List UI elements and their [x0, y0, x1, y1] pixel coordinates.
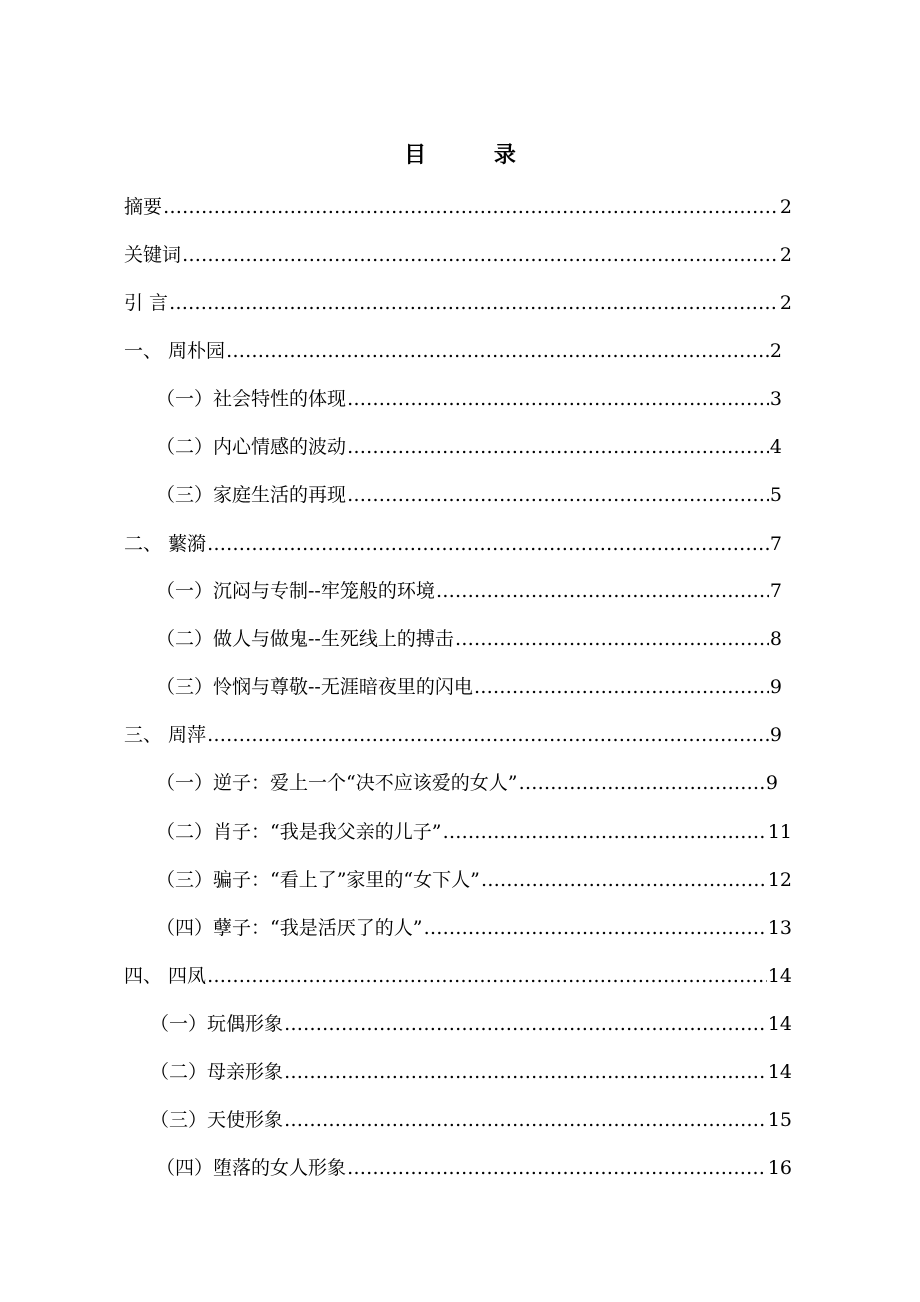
toc-entry-page: 5	[769, 484, 782, 506]
toc-entry-section-3-4[interactable]	[156, 911, 792, 943]
dot-leader	[518, 768, 764, 798]
dot-leader	[207, 961, 767, 991]
toc-entry-label: （三）天使形象	[150, 1109, 284, 1131]
dot-leader	[207, 720, 769, 750]
toc-entry-section-3-3[interactable]	[156, 863, 792, 895]
toc-entry-introduction[interactable]	[124, 286, 792, 318]
toc-entry-label: （三）家庭生活的再现	[156, 484, 347, 506]
toc-entry-page: 14	[767, 1061, 792, 1083]
dot-leader	[442, 817, 766, 847]
dot-leader	[455, 624, 769, 654]
dot-leader	[347, 1153, 767, 1183]
toc-title: 目 录	[404, 143, 546, 168]
dot-leader	[207, 529, 769, 559]
dot-leader	[284, 1057, 767, 1087]
toc-entry-section-2-1[interactable]	[156, 574, 782, 606]
toc-entry-label: （二）母亲形象	[150, 1061, 284, 1083]
dot-leader	[182, 240, 779, 270]
toc-entry-page: 13	[767, 917, 792, 939]
dot-leader	[169, 288, 779, 318]
toc-entry-label: （一）逆子：爱上一个“决不应该爱的女人”	[156, 772, 518, 794]
toc-entry-label: （二）做人与做鬼--生死线上的搏击	[156, 628, 454, 650]
toc-entry-page: 2	[769, 340, 782, 362]
toc-entry-page: 3	[769, 388, 782, 410]
toc-entry-label: （四）堕落的女人形象	[156, 1157, 347, 1179]
dot-leader	[284, 1009, 767, 1039]
toc-entry-section-3-2[interactable]	[156, 815, 792, 847]
toc-entry-page: 9	[769, 724, 782, 746]
toc-entry-section-4-4[interactable]	[156, 1151, 792, 1183]
toc-entry-chapter-4[interactable]	[124, 959, 792, 991]
toc-entry-abstract[interactable]	[124, 190, 792, 222]
dot-leader	[163, 192, 779, 222]
toc-entry-label: （四）孽子：“我是活厌了的人”	[156, 917, 423, 939]
toc-entry-page: 7	[769, 580, 782, 602]
toc-entry-page: 7	[769, 533, 782, 555]
toc-entry-page: 9	[765, 772, 778, 794]
toc-entry-label: 关键词	[124, 244, 182, 266]
dot-leader	[474, 672, 769, 702]
toc-entry-page: 2	[779, 292, 792, 314]
toc-entry-label: （三）怜悯与尊敬--无涯暗夜里的闪电	[156, 676, 473, 698]
toc-entry-chapter-2[interactable]	[124, 527, 782, 559]
toc-entry-label: （一）玩偶形象	[150, 1013, 284, 1035]
toc-entry-label: 摘要	[124, 196, 163, 218]
toc-entry-keywords[interactable]	[124, 238, 792, 270]
toc-entry-page: 8	[769, 628, 782, 650]
toc-entry-label: （二）内心情感的波动	[156, 436, 347, 458]
toc-entry-page: 11	[767, 821, 792, 843]
toc-entry-label: 四、 四凤	[124, 965, 207, 987]
toc-entry-page: 4	[769, 436, 782, 458]
toc-entry-chapter-3[interactable]	[124, 718, 782, 750]
toc-entry-label: （一）沉闷与专制--牢笼般的环境	[156, 580, 435, 602]
toc-entry-section-2-3[interactable]	[156, 670, 782, 702]
toc-entry-page: 16	[767, 1157, 792, 1179]
dot-leader	[481, 865, 767, 895]
dot-leader	[436, 576, 769, 606]
dot-leader	[347, 432, 769, 462]
dot-leader	[347, 480, 769, 510]
toc-entry-section-4-2[interactable]	[150, 1055, 792, 1087]
toc-entry-page: 15	[767, 1109, 792, 1131]
toc-entry-chapter-1[interactable]	[124, 334, 782, 366]
toc-entry-section-3-1[interactable]	[156, 766, 778, 798]
toc-entry-page: 2	[779, 244, 792, 266]
toc-entry-section-1-3[interactable]	[156, 478, 782, 510]
toc-entry-label: （三）骗子：“看上了”家里的“女下人”	[156, 869, 480, 891]
toc-entry-section-4-1[interactable]	[150, 1007, 792, 1039]
toc-entry-label: 引 言	[124, 292, 169, 314]
toc-entry-section-4-3[interactable]	[150, 1103, 792, 1135]
dot-leader	[284, 1105, 767, 1135]
dot-leader	[347, 384, 769, 414]
toc-entry-label: （一）社会特性的体现	[156, 388, 347, 410]
toc-entry-section-1-2[interactable]	[156, 430, 782, 462]
dot-leader	[226, 336, 769, 366]
dot-leader	[423, 913, 766, 943]
toc-entry-page: 9	[769, 676, 782, 698]
toc-entry-page: 12	[767, 869, 792, 891]
toc-entry-page: 14	[767, 965, 792, 987]
toc-entry-section-1-1[interactable]	[156, 382, 782, 414]
toc-entry-page: 2	[779, 196, 792, 218]
toc-entry-section-2-2[interactable]	[156, 622, 782, 654]
toc-entry-label: 二、 蘩漪	[124, 533, 207, 555]
toc-entry-label: （二）肖子：“我是我父亲的儿子”	[156, 821, 442, 843]
toc-entry-label: 三、 周萍	[124, 724, 207, 746]
toc-entry-page: 14	[767, 1013, 792, 1035]
toc-entry-label: 一、 周朴园	[124, 340, 226, 362]
